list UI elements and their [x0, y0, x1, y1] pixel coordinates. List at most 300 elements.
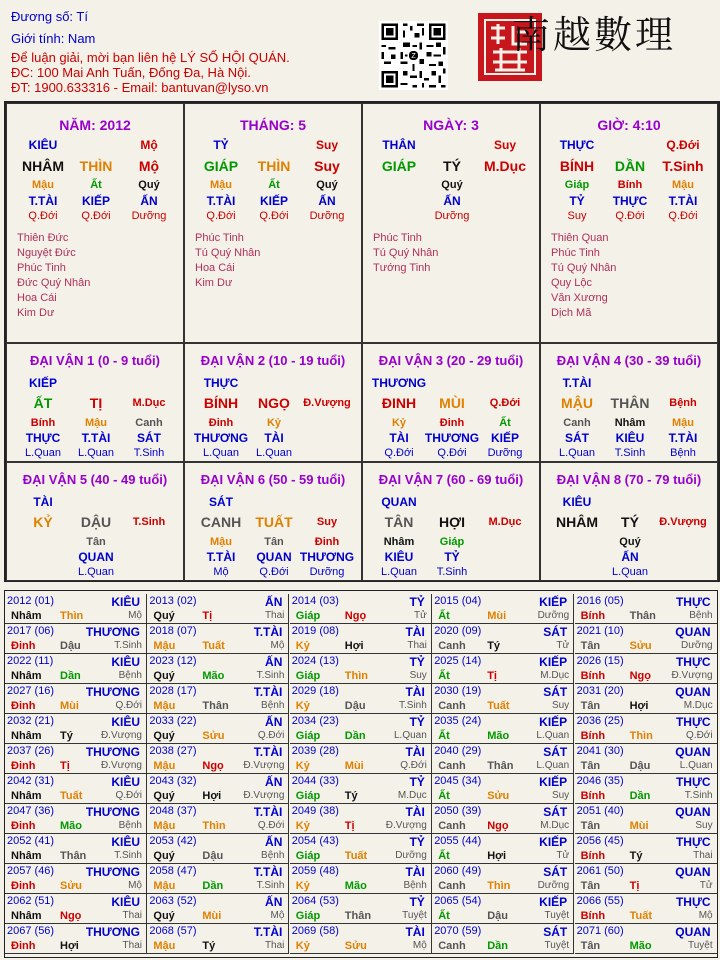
- special-stars-list: [195, 231, 260, 291]
- pillar-r3-cell: Giáp: [564, 179, 590, 191]
- annual-branch: Thìn: [344, 670, 369, 682]
- annual-stem: Bính: [580, 790, 606, 802]
- annual-cell: [290, 924, 432, 954]
- annual-branch: Hợi: [629, 700, 649, 712]
- annual-year: 2019 (08): [291, 625, 339, 637]
- annual-cell: [5, 594, 147, 624]
- annual-stem: Giáp: [295, 610, 321, 622]
- annual-branch: Ngọ: [629, 670, 651, 682]
- annual-branch: Ngọ: [487, 820, 509, 832]
- dai-van-hidden-god: ẤN: [621, 550, 639, 564]
- special-stars-list: [373, 231, 438, 276]
- annual-year: 2026 (15): [576, 655, 624, 667]
- annual-cell: [290, 624, 432, 654]
- annual-branch: Thân: [344, 910, 372, 922]
- pillar-r2-cell: NHÂM: [22, 158, 64, 174]
- dai-van-hidden-stem: Kỷ: [391, 417, 407, 429]
- annual-branch: Ngọ: [60, 910, 82, 922]
- annual-branch: Tý: [60, 730, 73, 742]
- dai-van-hidden-stem: Đinh: [208, 417, 234, 429]
- annual-branch: Mão: [344, 880, 367, 892]
- annual-phase: Dưỡng: [537, 610, 570, 621]
- annual-ten-god: THƯƠNG: [85, 685, 140, 699]
- annual-year: 2051 (40): [576, 805, 624, 817]
- dai-van-god: KIẾP: [28, 376, 57, 390]
- annual-branch: Thìn: [629, 730, 653, 742]
- dai-van-hidden-god: SÁT: [137, 431, 161, 445]
- dai-van-title: ĐẠI VẬN 8 (70 - 79 tuổi): [556, 472, 702, 487]
- annual-ten-god: KIẾP: [539, 655, 568, 669]
- annual-cell: [432, 774, 574, 804]
- special-star: Tướng Tinh: [373, 262, 431, 274]
- dai-van-hidden-god: SÁT: [565, 431, 589, 445]
- annual-stem: Quý: [153, 670, 175, 682]
- annual-year: 2040 (29): [434, 745, 482, 757]
- annual-phase: Thai: [122, 940, 142, 951]
- annual-stem: Đinh: [11, 940, 36, 952]
- annual-phase: L.Quan: [679, 760, 713, 771]
- annual-cell: [5, 864, 147, 894]
- annual-stem: Ất: [438, 670, 450, 682]
- annual-stem: Mậu: [153, 880, 176, 892]
- annual-stem: Ất: [438, 910, 450, 922]
- annual-stem: Mậu: [153, 640, 176, 652]
- annual-branch: Dậu: [202, 850, 224, 862]
- annual-year: 2018 (07): [149, 625, 197, 637]
- annual-ten-god: SÁT: [543, 745, 568, 759]
- annual-year: 2054 (43): [291, 835, 339, 847]
- annual-year: 2025 (14): [434, 655, 482, 667]
- annual-stem: Quý: [153, 730, 175, 742]
- annual-stem: Kỷ: [295, 940, 310, 952]
- annual-phase: Mộ: [412, 940, 427, 951]
- dai-van-title: ĐẠI VẬN 4 (30 - 39 tuổi): [556, 353, 702, 368]
- annual-year: 2066 (55): [576, 895, 624, 907]
- pillar-r5-cell: Q.Đới: [206, 210, 236, 222]
- pillar-r5-cell: Q.Đới: [615, 210, 645, 222]
- annual-cell: [147, 834, 289, 864]
- annual-ten-god: SÁT: [543, 865, 568, 879]
- annual-branch: Tuất: [487, 700, 510, 712]
- annual-cell: [432, 684, 574, 714]
- dai-van-phase: M.Dục: [488, 516, 522, 528]
- dai-van-hidden-stem: Tân: [86, 536, 106, 548]
- pillar-r4-cell: ẤN: [140, 194, 158, 208]
- pillar-r1-cell: Suy: [493, 138, 516, 152]
- annual-stem: Giáp: [295, 670, 321, 682]
- dai-van-phase: Đ.Vượng: [303, 397, 351, 409]
- annual-year: 2060 (49): [434, 865, 482, 877]
- pillar-title: GIỜ: 4:10: [597, 117, 661, 133]
- annual-stem: Kỷ: [295, 760, 310, 772]
- annual-branch: Thìn: [60, 610, 84, 622]
- phone-email[interactable]: ĐT: 1900.633316 - Email: bantuvan@lyso.vn: [11, 80, 269, 95]
- annual-stem: Nhâm: [11, 610, 42, 622]
- annual-cell: [575, 864, 717, 894]
- annual-stem: Ất: [438, 610, 450, 622]
- annual-stem: Mậu: [153, 940, 176, 952]
- dai-van-box: [6, 462, 184, 581]
- annual-phase: Tuyệt: [402, 910, 427, 921]
- annual-phase: L.Quan: [536, 760, 570, 771]
- annual-year: 2030 (19): [434, 685, 482, 697]
- annual-stem: Bính: [580, 670, 606, 682]
- annual-phase: T.Sinh: [399, 700, 427, 711]
- annual-branch: Tị: [344, 820, 355, 832]
- dai-van-phase-label: Q.Đới: [437, 447, 467, 459]
- annual-ten-god: THỰC: [675, 715, 711, 729]
- annual-stem: Nhâm: [11, 910, 42, 922]
- annual-year: 2046 (35): [576, 775, 624, 787]
- annual-stem: Tân: [580, 640, 601, 652]
- annual-branch: Dần: [60, 670, 81, 682]
- annual-ten-god: TÀI: [405, 745, 425, 759]
- annual-cell: [575, 714, 717, 744]
- annual-phase: Bệnh: [118, 820, 142, 831]
- dai-van-phase-label: Bệnh: [670, 447, 696, 459]
- annual-branch: Sửu: [487, 790, 510, 802]
- annual-ten-god: KIẾP: [539, 715, 568, 729]
- annual-branch: Hợi: [487, 850, 507, 862]
- annual-branch: Mão: [487, 730, 510, 742]
- annual-stem: Đinh: [11, 760, 36, 772]
- dai-van-god: QUAN: [381, 495, 417, 509]
- pillar-r2-cell: Suy: [314, 158, 340, 174]
- annual-phase: Tử: [556, 850, 570, 861]
- annual-cell: [5, 624, 147, 654]
- annual-ten-god: TỶ: [409, 595, 425, 609]
- annual-ten-god: THƯƠNG: [85, 865, 140, 879]
- special-stars-list: [17, 231, 90, 321]
- annual-ten-god: TÀI: [405, 925, 425, 939]
- dai-van-god: THỰC: [203, 376, 239, 390]
- dai-van-hidden-god: T.TÀI: [206, 550, 236, 564]
- annual-stem: Nhâm: [11, 730, 42, 742]
- annual-stem: Kỷ: [295, 700, 310, 712]
- dai-van-hidden-stem: Mậu: [672, 417, 694, 429]
- dai-van-phase-label: L.Quan: [611, 566, 649, 578]
- dai-van-hidden-god: QUAN: [78, 550, 114, 564]
- annual-ten-god: THỰC: [675, 595, 711, 609]
- annual-phase: Suy: [409, 670, 427, 681]
- annual-year: 2015 (04): [434, 595, 482, 607]
- annual-phase: Mộ: [270, 640, 285, 651]
- annual-year: 2067 (56): [7, 925, 55, 937]
- pillar-r4-cell: TỶ: [569, 194, 585, 208]
- annual-year: 2045 (34): [434, 775, 482, 787]
- annual-cell: [575, 684, 717, 714]
- annual-cell: [5, 714, 147, 744]
- annual-phase: Q.Đới: [686, 730, 713, 741]
- annual-phase: Mộ: [128, 880, 142, 891]
- pillar-r3-cell: Quý: [138, 179, 160, 191]
- dai-van-phase: Suy: [316, 516, 338, 528]
- dai-van-branch: NGỌ: [258, 395, 290, 411]
- annual-year: 2017 (06): [7, 625, 55, 637]
- annual-year: 2014 (03): [291, 595, 339, 607]
- annual-phase: Mộ: [270, 910, 285, 921]
- annual-ten-god: SÁT: [543, 805, 568, 819]
- annual-ten-god: KIẾP: [539, 895, 568, 909]
- annual-ten-god: KIÊU: [111, 655, 140, 669]
- annual-branch: Mùi: [344, 760, 364, 772]
- dai-van-phase-label: L.Quan: [380, 566, 418, 578]
- annual-cell: [290, 774, 432, 804]
- annual-phase: M.Dục: [540, 820, 570, 831]
- pillar-r2-cell: M.Dục: [484, 158, 526, 174]
- pillar-r5-cell: Suy: [567, 210, 587, 222]
- annual-ten-god: KIẾP: [539, 595, 568, 609]
- pillar-r2-cell: T.Sinh: [662, 158, 704, 174]
- pillar-r2-cell: GIÁP: [203, 158, 239, 174]
- annual-phase: Suy: [551, 790, 570, 801]
- annual-cell: [290, 654, 432, 684]
- annual-branch: Tị: [202, 610, 213, 622]
- annual-year: 2063 (52): [149, 895, 197, 907]
- address: ĐC: 100 Mai Anh Tuấn, Đống Đa, Hà Nội.: [11, 65, 251, 80]
- pillar-box: [6, 103, 184, 343]
- dai-van-box: [362, 462, 540, 581]
- annual-phase: Dưỡng: [395, 850, 427, 861]
- special-star: Dịch Mã: [551, 307, 592, 319]
- annual-phase: T.Sinh: [256, 880, 285, 891]
- annual-phase: Bệnh: [261, 700, 285, 711]
- annual-cell: [575, 624, 717, 654]
- special-star: Thiên Quan: [551, 232, 609, 244]
- pillar-r3-cell: Mậu: [32, 179, 54, 191]
- annual-year: 2052 (41): [7, 835, 55, 847]
- annual-cell: [432, 804, 574, 834]
- annual-year: 2056 (45): [576, 835, 624, 847]
- annual-year: 2034 (23): [291, 715, 339, 727]
- annual-year: 2028 (17): [149, 685, 197, 697]
- dai-van-stem: KỶ: [33, 514, 53, 530]
- annual-branch: Ngọ: [344, 610, 367, 622]
- annual-cell: [147, 804, 289, 834]
- dai-van-phase-label: L.Quan: [202, 447, 240, 459]
- annual-year: 2055 (44): [434, 835, 482, 847]
- dai-van-branch: TÝ: [621, 514, 639, 530]
- pillar-r5-cell: Dưỡng: [309, 210, 345, 222]
- dai-van-hidden-god: THƯƠNG: [299, 550, 355, 564]
- special-star: Đức Quý Nhân: [17, 277, 91, 289]
- pillar-r4-cell: ẤN: [443, 194, 461, 208]
- annual-cell: [147, 864, 289, 894]
- dai-van-branch: TỊ: [89, 395, 103, 411]
- annual-year: 2065 (54): [434, 895, 482, 907]
- annual-luck-table: [4, 590, 718, 958]
- annual-year: 2021 (10): [576, 625, 624, 637]
- annual-year: 2049 (38): [291, 805, 339, 817]
- annual-ten-god: QUAN: [675, 745, 711, 759]
- annual-branch: Dậu: [629, 760, 651, 772]
- annual-ten-god: TÀI: [405, 865, 425, 879]
- special-stars-list: [551, 231, 616, 321]
- annual-phase: M.Dục: [397, 790, 427, 801]
- annual-ten-god: KIÊU: [111, 595, 140, 609]
- annual-stem: Ất: [438, 850, 450, 862]
- dai-van-phase-label: Dưỡng: [487, 447, 523, 459]
- annual-phase: Q.Đới: [257, 820, 285, 831]
- dai-van-phase-label: T.Sinh: [436, 566, 468, 578]
- annual-branch: Dần: [629, 790, 651, 802]
- annual-phase: Suy: [551, 700, 570, 711]
- annual-ten-god: T.TÀI: [253, 745, 283, 759]
- dai-van-phase-label: L.Quan: [255, 447, 293, 459]
- annual-year: 2016 (05): [576, 595, 624, 607]
- dai-van-hidden-god: KIÊU: [384, 550, 414, 564]
- dai-van-hidden-god: QUAN: [256, 550, 292, 564]
- annual-stem: Quý: [153, 610, 175, 622]
- annual-year: 2031 (20): [576, 685, 624, 697]
- annual-branch: Tý: [487, 640, 501, 652]
- qr-code-icon[interactable]: [379, 21, 448, 90]
- dai-van-god: SÁT: [209, 495, 233, 509]
- annual-ten-god: SÁT: [543, 625, 568, 639]
- annual-cell: [290, 864, 432, 894]
- annual-branch: Thìn: [487, 880, 511, 892]
- annual-cell: [147, 654, 289, 684]
- annual-branch: Ngọ: [202, 760, 224, 772]
- annual-year: 2044 (33): [291, 775, 339, 787]
- pillar-r1-cell: Mộ: [140, 138, 158, 152]
- header: [0, 0, 720, 100]
- annual-year: 2043 (32): [149, 775, 197, 787]
- dai-van-title: ĐẠI VẬN 6 (50 - 59 tuổi): [200, 472, 346, 487]
- annual-phase: M.Dục: [683, 700, 713, 711]
- annual-ten-god: THƯƠNG: [85, 745, 140, 759]
- annual-cell: [575, 894, 717, 924]
- annual-stem: Canh: [438, 700, 466, 712]
- annual-branch: Dậu: [344, 700, 366, 712]
- annual-cell: [290, 834, 432, 864]
- pillar-r1-cell: THỰC: [559, 138, 595, 152]
- annual-stem: Canh: [438, 640, 466, 652]
- annual-phase: Đ.Vượng: [385, 820, 427, 831]
- annual-phase: Mộ: [698, 910, 713, 921]
- pillar-r3-cell: Ất: [90, 179, 102, 191]
- annual-ten-god: QUAN: [675, 805, 711, 819]
- annual-branch: Mùi: [202, 910, 222, 922]
- annual-cell: [432, 924, 574, 954]
- annual-branch: Sửu: [202, 730, 225, 742]
- annual-stem: Quý: [153, 790, 175, 802]
- annual-stem: Quý: [153, 850, 175, 862]
- annual-cell: [575, 924, 717, 954]
- annual-stem: Tân: [580, 760, 601, 772]
- annual-cell: [147, 774, 289, 804]
- annual-stem: Đinh: [11, 700, 36, 712]
- annual-cell: [290, 894, 432, 924]
- annual-cell: [575, 654, 717, 684]
- annual-stem: Kỷ: [295, 820, 310, 832]
- annual-year: 2020 (09): [434, 625, 482, 637]
- annual-cell: [432, 744, 574, 774]
- pillar-r4-cell: ẤN: [318, 194, 336, 208]
- annual-stem: Bính: [580, 850, 606, 862]
- special-star: Hoa Cái: [195, 262, 235, 274]
- dai-van-stem: NHÂM: [556, 514, 598, 530]
- annual-stem: Canh: [438, 820, 466, 832]
- annual-ten-god: QUAN: [675, 685, 711, 699]
- annual-phase: T.Sinh: [256, 670, 285, 681]
- dai-van-phase-label: L.Quan: [77, 566, 115, 578]
- annual-phase: Đ.Vượng: [243, 790, 285, 801]
- annual-branch: Tị: [629, 880, 640, 892]
- pillar-box: [184, 103, 362, 343]
- annual-ten-god: QUAN: [675, 865, 711, 879]
- dai-van-hidden-stem: Tân: [264, 536, 284, 548]
- annual-cell: [5, 894, 147, 924]
- annual-year: 2037 (26): [7, 745, 55, 757]
- annual-ten-god: TỶ: [409, 835, 425, 849]
- dai-van-hidden-stem: Nhâm: [383, 536, 415, 548]
- annual-ten-god: KIÊU: [111, 835, 140, 849]
- annual-ten-god: ẤN: [265, 655, 283, 669]
- pillar-r2-cell: TÝ: [443, 158, 461, 174]
- annual-phase: T.Sinh: [114, 850, 142, 861]
- annual-year: 2059 (48): [291, 865, 339, 877]
- annual-cell: [5, 744, 147, 774]
- annual-phase: Dưỡng: [680, 640, 713, 651]
- pillar-r4-cell: KIẾP: [259, 194, 288, 208]
- annual-branch: Dần: [344, 730, 366, 742]
- annual-cell: [5, 804, 147, 834]
- special-star: Phúc Tinh: [551, 247, 600, 259]
- annual-stem: Kỷ: [295, 640, 310, 652]
- annual-cell: [432, 654, 574, 684]
- dai-van-hidden-god: KIÊU: [615, 431, 645, 445]
- annual-branch: Dậu: [487, 910, 508, 922]
- annual-phase: T.Sinh: [114, 640, 142, 651]
- annual-phase: Tử: [413, 610, 427, 621]
- dai-van-hidden-god: KIẾP: [490, 431, 519, 445]
- annual-stem: Tân: [580, 880, 601, 892]
- pillar-r4-cell: T.TÀI: [206, 194, 236, 208]
- annual-phase: Tuyệt: [544, 940, 570, 951]
- pillar-r1-cell: Q.Đới: [666, 138, 700, 152]
- dai-van-phase: T.Sinh: [132, 516, 166, 528]
- dai-van-phase-label: L.Quan: [77, 447, 115, 459]
- annual-phase: Q.Đới: [115, 790, 142, 801]
- annual-branch: Tị: [60, 760, 70, 772]
- special-star: Tú Quý Nhân: [195, 247, 261, 259]
- annual-ten-god: THỰC: [675, 775, 711, 789]
- annual-year: 2058 (47): [149, 865, 197, 877]
- pillar-r2-cell: THÌN: [79, 158, 113, 174]
- dai-van-hidden-god: THƯƠNG: [193, 431, 249, 445]
- annual-stem: Đinh: [11, 640, 36, 652]
- annual-ten-god: ẤN: [265, 895, 283, 909]
- annual-stem: Đinh: [11, 880, 36, 892]
- special-star: Phúc Tinh: [373, 232, 422, 244]
- annual-branch: Thân: [202, 700, 229, 712]
- annual-phase: Đ.Vượng: [100, 760, 142, 771]
- annual-ten-god: QUAN: [675, 625, 711, 639]
- annual-branch: Sửu: [344, 940, 367, 952]
- annual-cell: [575, 834, 717, 864]
- annual-branch: Hợi: [202, 790, 222, 802]
- dai-van-hidden-stem: Giáp: [439, 536, 465, 548]
- annual-stem: Mậu: [153, 760, 176, 772]
- annual-stem: Tân: [580, 700, 601, 712]
- special-star: Tú Quý Nhân: [551, 262, 617, 274]
- annual-ten-god: TỶ: [409, 715, 425, 729]
- annual-year: 2041 (30): [576, 745, 624, 757]
- contact-note: Để luận giải, mời bạn liên hệ LÝ SỐ HỘI QUÁN.: [11, 50, 290, 65]
- dai-van-title: ĐẠI VẬN 1 (0 - 9 tuổi): [29, 353, 160, 368]
- annual-ten-god: KIẾP: [539, 775, 568, 789]
